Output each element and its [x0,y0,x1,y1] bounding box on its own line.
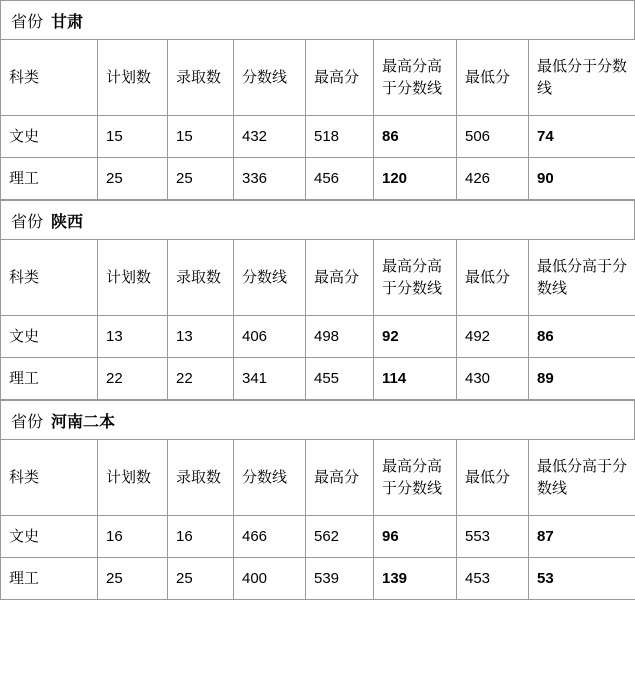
cell-category: 文史 [1,316,98,358]
table-header-row [1,240,635,316]
score-table [0,39,635,200]
cell-lowest-score: 492 [457,316,529,358]
cell-category: 文史 [1,116,98,158]
cell-plan-count: 25 [98,558,168,600]
cell-lowest-score: 430 [457,358,529,400]
cell-highest-score: 455 [306,358,374,400]
table-row [1,358,635,400]
score-table [0,239,635,400]
column-header: 分数线 [234,40,306,116]
province-name: 陕西 [51,213,84,231]
table-row [1,316,635,358]
table-row [1,116,635,158]
cell-admitted-count: 25 [168,158,234,200]
column-header: 录取数 [168,440,234,516]
cell-lowest-above-cutoff: 87 [529,516,635,558]
province-section-shaanxi [0,200,635,400]
cell-highest-score: 518 [306,116,374,158]
column-header: 最低分 [457,240,529,316]
cell-admitted-count: 25 [168,558,234,600]
cell-highest-above-cutoff: 86 [374,116,457,158]
column-header: 科类 [1,40,98,116]
cell-plan-count: 15 [98,116,168,158]
province-label: 省份 [11,13,44,31]
cell-highest-above-cutoff: 114 [374,358,457,400]
column-header: 最低分 [457,440,529,516]
column-header: 最低分 [457,40,529,116]
cell-highest-score: 456 [306,158,374,200]
province-header [0,200,635,239]
cell-plan-count: 25 [98,158,168,200]
cell-lowest-score: 553 [457,516,529,558]
cell-cutoff-score: 466 [234,516,306,558]
column-header: 最低分高于分数线 [529,440,635,516]
column-header: 计划数 [98,440,168,516]
table-header-row [1,440,635,516]
cell-highest-above-cutoff: 120 [374,158,457,200]
column-header: 科类 [1,240,98,316]
column-header: 计划数 [98,240,168,316]
score-table [0,439,635,600]
cell-lowest-above-cutoff: 74 [529,116,635,158]
province-header [0,400,635,439]
column-header: 最高分 [306,40,374,116]
column-header: 最高分 [306,240,374,316]
table-header-row [1,40,635,116]
column-header: 科类 [1,440,98,516]
cell-highest-score: 539 [306,558,374,600]
column-header: 最高分高于分数线 [374,240,457,316]
column-header: 最低分高于分数线 [529,240,635,316]
cell-admitted-count: 16 [168,516,234,558]
column-header: 录取数 [168,240,234,316]
cell-cutoff-score: 400 [234,558,306,600]
cell-plan-count: 22 [98,358,168,400]
cell-category: 理工 [1,358,98,400]
cell-lowest-score: 506 [457,116,529,158]
cell-lowest-score: 426 [457,158,529,200]
column-header: 最高分 [306,440,374,516]
cell-cutoff-score: 341 [234,358,306,400]
province-name: 河南二本 [51,413,116,431]
cell-highest-score: 562 [306,516,374,558]
cell-lowest-score: 453 [457,558,529,600]
cell-cutoff-score: 336 [234,158,306,200]
column-header: 最高分高于分数线 [374,440,457,516]
column-header: 计划数 [98,40,168,116]
province-header [0,0,635,39]
cell-lowest-above-cutoff: 53 [529,558,635,600]
cell-highest-score: 498 [306,316,374,358]
cell-admitted-count: 13 [168,316,234,358]
cell-plan-count: 13 [98,316,168,358]
table-row [1,158,635,200]
cell-highest-above-cutoff: 96 [374,516,457,558]
province-label: 省份 [11,213,44,231]
cell-highest-above-cutoff: 139 [374,558,457,600]
cell-category: 理工 [1,158,98,200]
province-section-gansu [0,0,635,200]
cell-category: 理工 [1,558,98,600]
table-row [1,516,635,558]
cell-plan-count: 16 [98,516,168,558]
cell-lowest-above-cutoff: 90 [529,158,635,200]
column-header: 录取数 [168,40,234,116]
cell-admitted-count: 22 [168,358,234,400]
column-header: 分数线 [234,440,306,516]
cell-highest-above-cutoff: 92 [374,316,457,358]
province-name: 甘肃 [51,13,84,31]
cell-admitted-count: 15 [168,116,234,158]
province-section-henan [0,400,635,600]
province-label: 省份 [11,413,44,431]
column-header: 最高分高于分数线 [374,40,457,116]
cell-cutoff-score: 406 [234,316,306,358]
table-row [1,558,635,600]
cell-lowest-above-cutoff: 86 [529,316,635,358]
column-header: 最低分于分数线 [529,40,635,116]
cell-category: 文史 [1,516,98,558]
cell-lowest-above-cutoff: 89 [529,358,635,400]
cell-cutoff-score: 432 [234,116,306,158]
column-header: 分数线 [234,240,306,316]
